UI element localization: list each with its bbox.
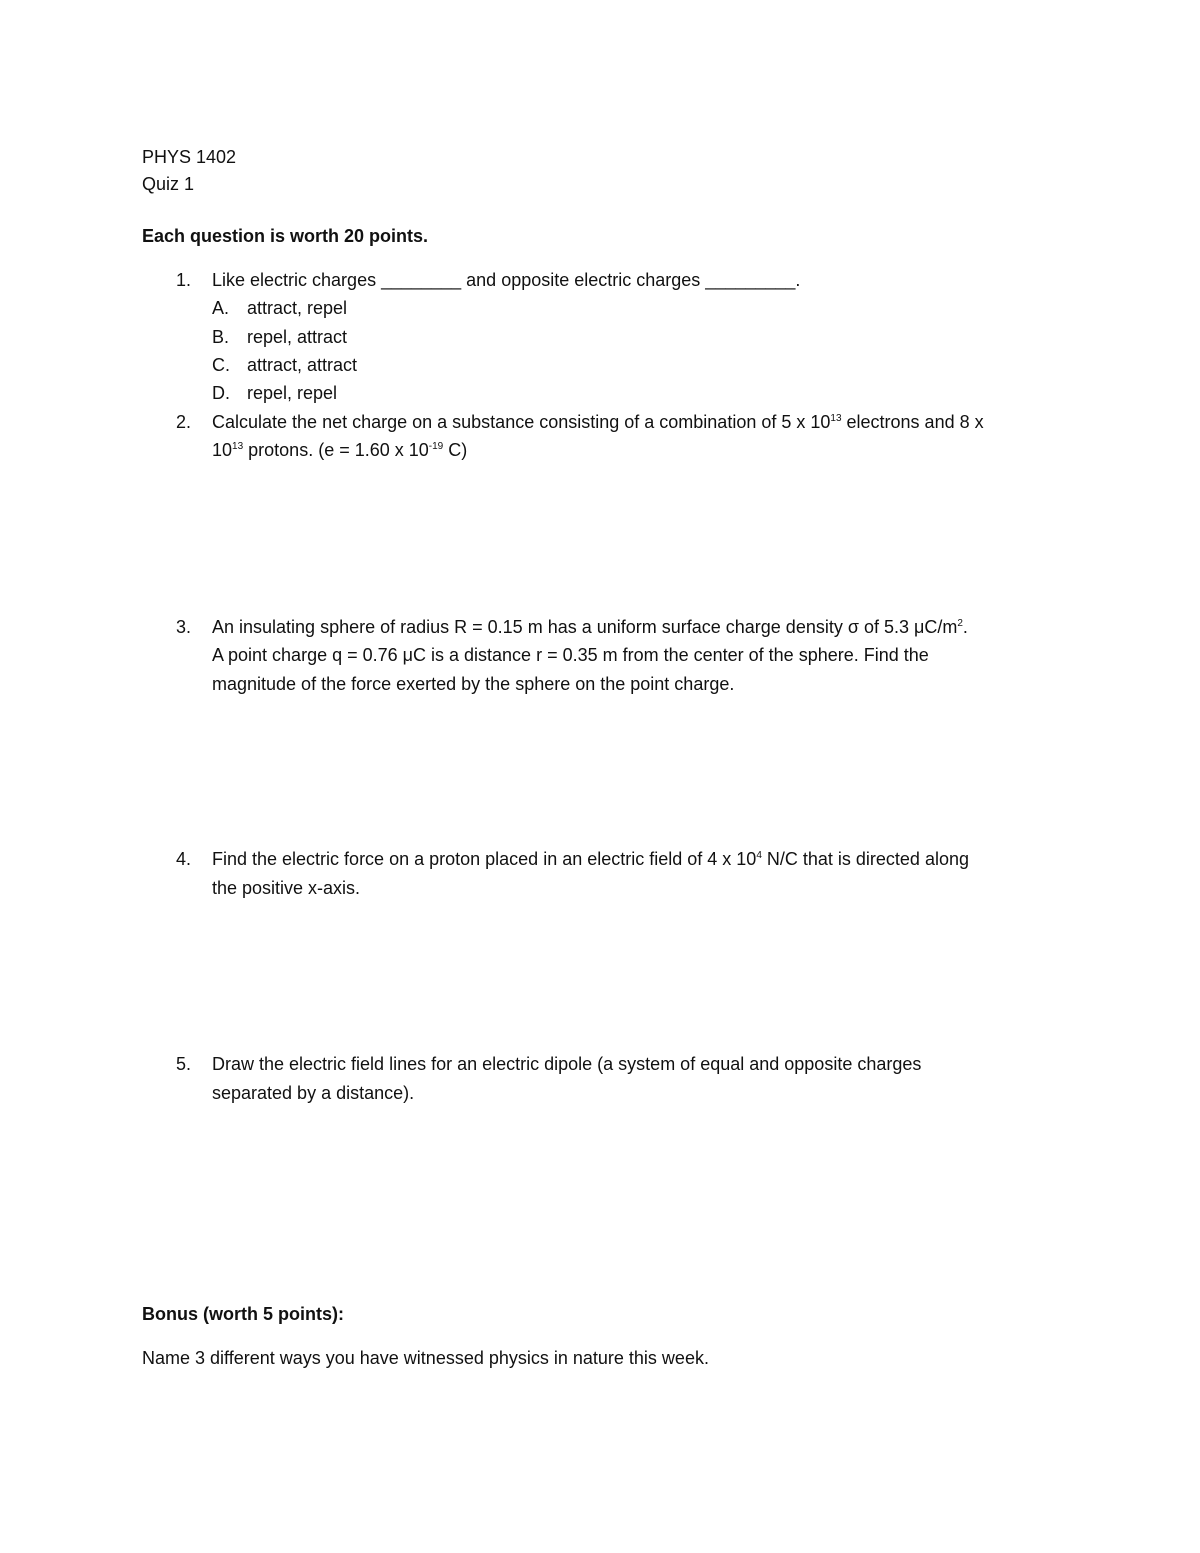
- option-text: repel, repel: [247, 383, 338, 403]
- option-text: attract, attract: [247, 355, 358, 375]
- option-letter: B.: [212, 327, 230, 347]
- question-text-line-2: separated by a distance).: [212, 1083, 415, 1103]
- option-text: repel, attract: [247, 327, 348, 347]
- option-letter: D.: [212, 383, 230, 403]
- bonus-text: Name 3 different ways you have witnessed physics in nature this week.: [142, 1348, 709, 1368]
- quiz-title: Quiz 1: [142, 174, 195, 194]
- question-number: 3.: [176, 617, 192, 637]
- instructions: Each question is worth 20 points.: [142, 226, 429, 246]
- bonus-title: Bonus (worth 5 points):: [142, 1304, 344, 1324]
- question-text: Like electric charges ________ and opposite electric charges _________.: [212, 270, 801, 290]
- course-title: PHYS 1402: [142, 147, 237, 167]
- question-text-line-2: the positive x-axis.: [212, 878, 361, 898]
- question-text-line-1: Draw the electric field lines for an electric dipole (a system of equal and opposite charges: [212, 1054, 922, 1074]
- option-letter: A.: [212, 298, 230, 318]
- question-text-line-2: A point charge q = 0.76 μC is a distance r = 0.35 m from the center of the sphere. Find the: [212, 645, 929, 665]
- question-text-line-1: Find the electric force on a proton placed in an electric field of 4 x $10^4$ N/C that is directed along: [212, 849, 969, 869]
- question-text-line-1: Calculate the net charge on a substance consisting of a combination of 5 x $10^{13}$ electrons and 8 x: [212, 412, 984, 432]
- question-text-line-1: An insulating sphere of radius R = 0.15 m has a uniform surface charge density σ of 5.3 $\mu C/m^2$.: [212, 617, 968, 637]
- question-number: 1.: [176, 270, 192, 290]
- option-letter: C.: [212, 355, 230, 375]
- question-number: 4.: [176, 849, 192, 869]
- question-text-line-3: magnitude of the force exerted by the sphere on the point charge.: [212, 674, 735, 694]
- option-text: attract, repel: [247, 298, 348, 318]
- question-text-line-2: $10^{13}$ protons. (e = 1.60 x $10^{-19}$ C): [212, 440, 468, 460]
- question-number: 5.: [176, 1054, 192, 1074]
- question-number: 2.: [176, 412, 192, 432]
